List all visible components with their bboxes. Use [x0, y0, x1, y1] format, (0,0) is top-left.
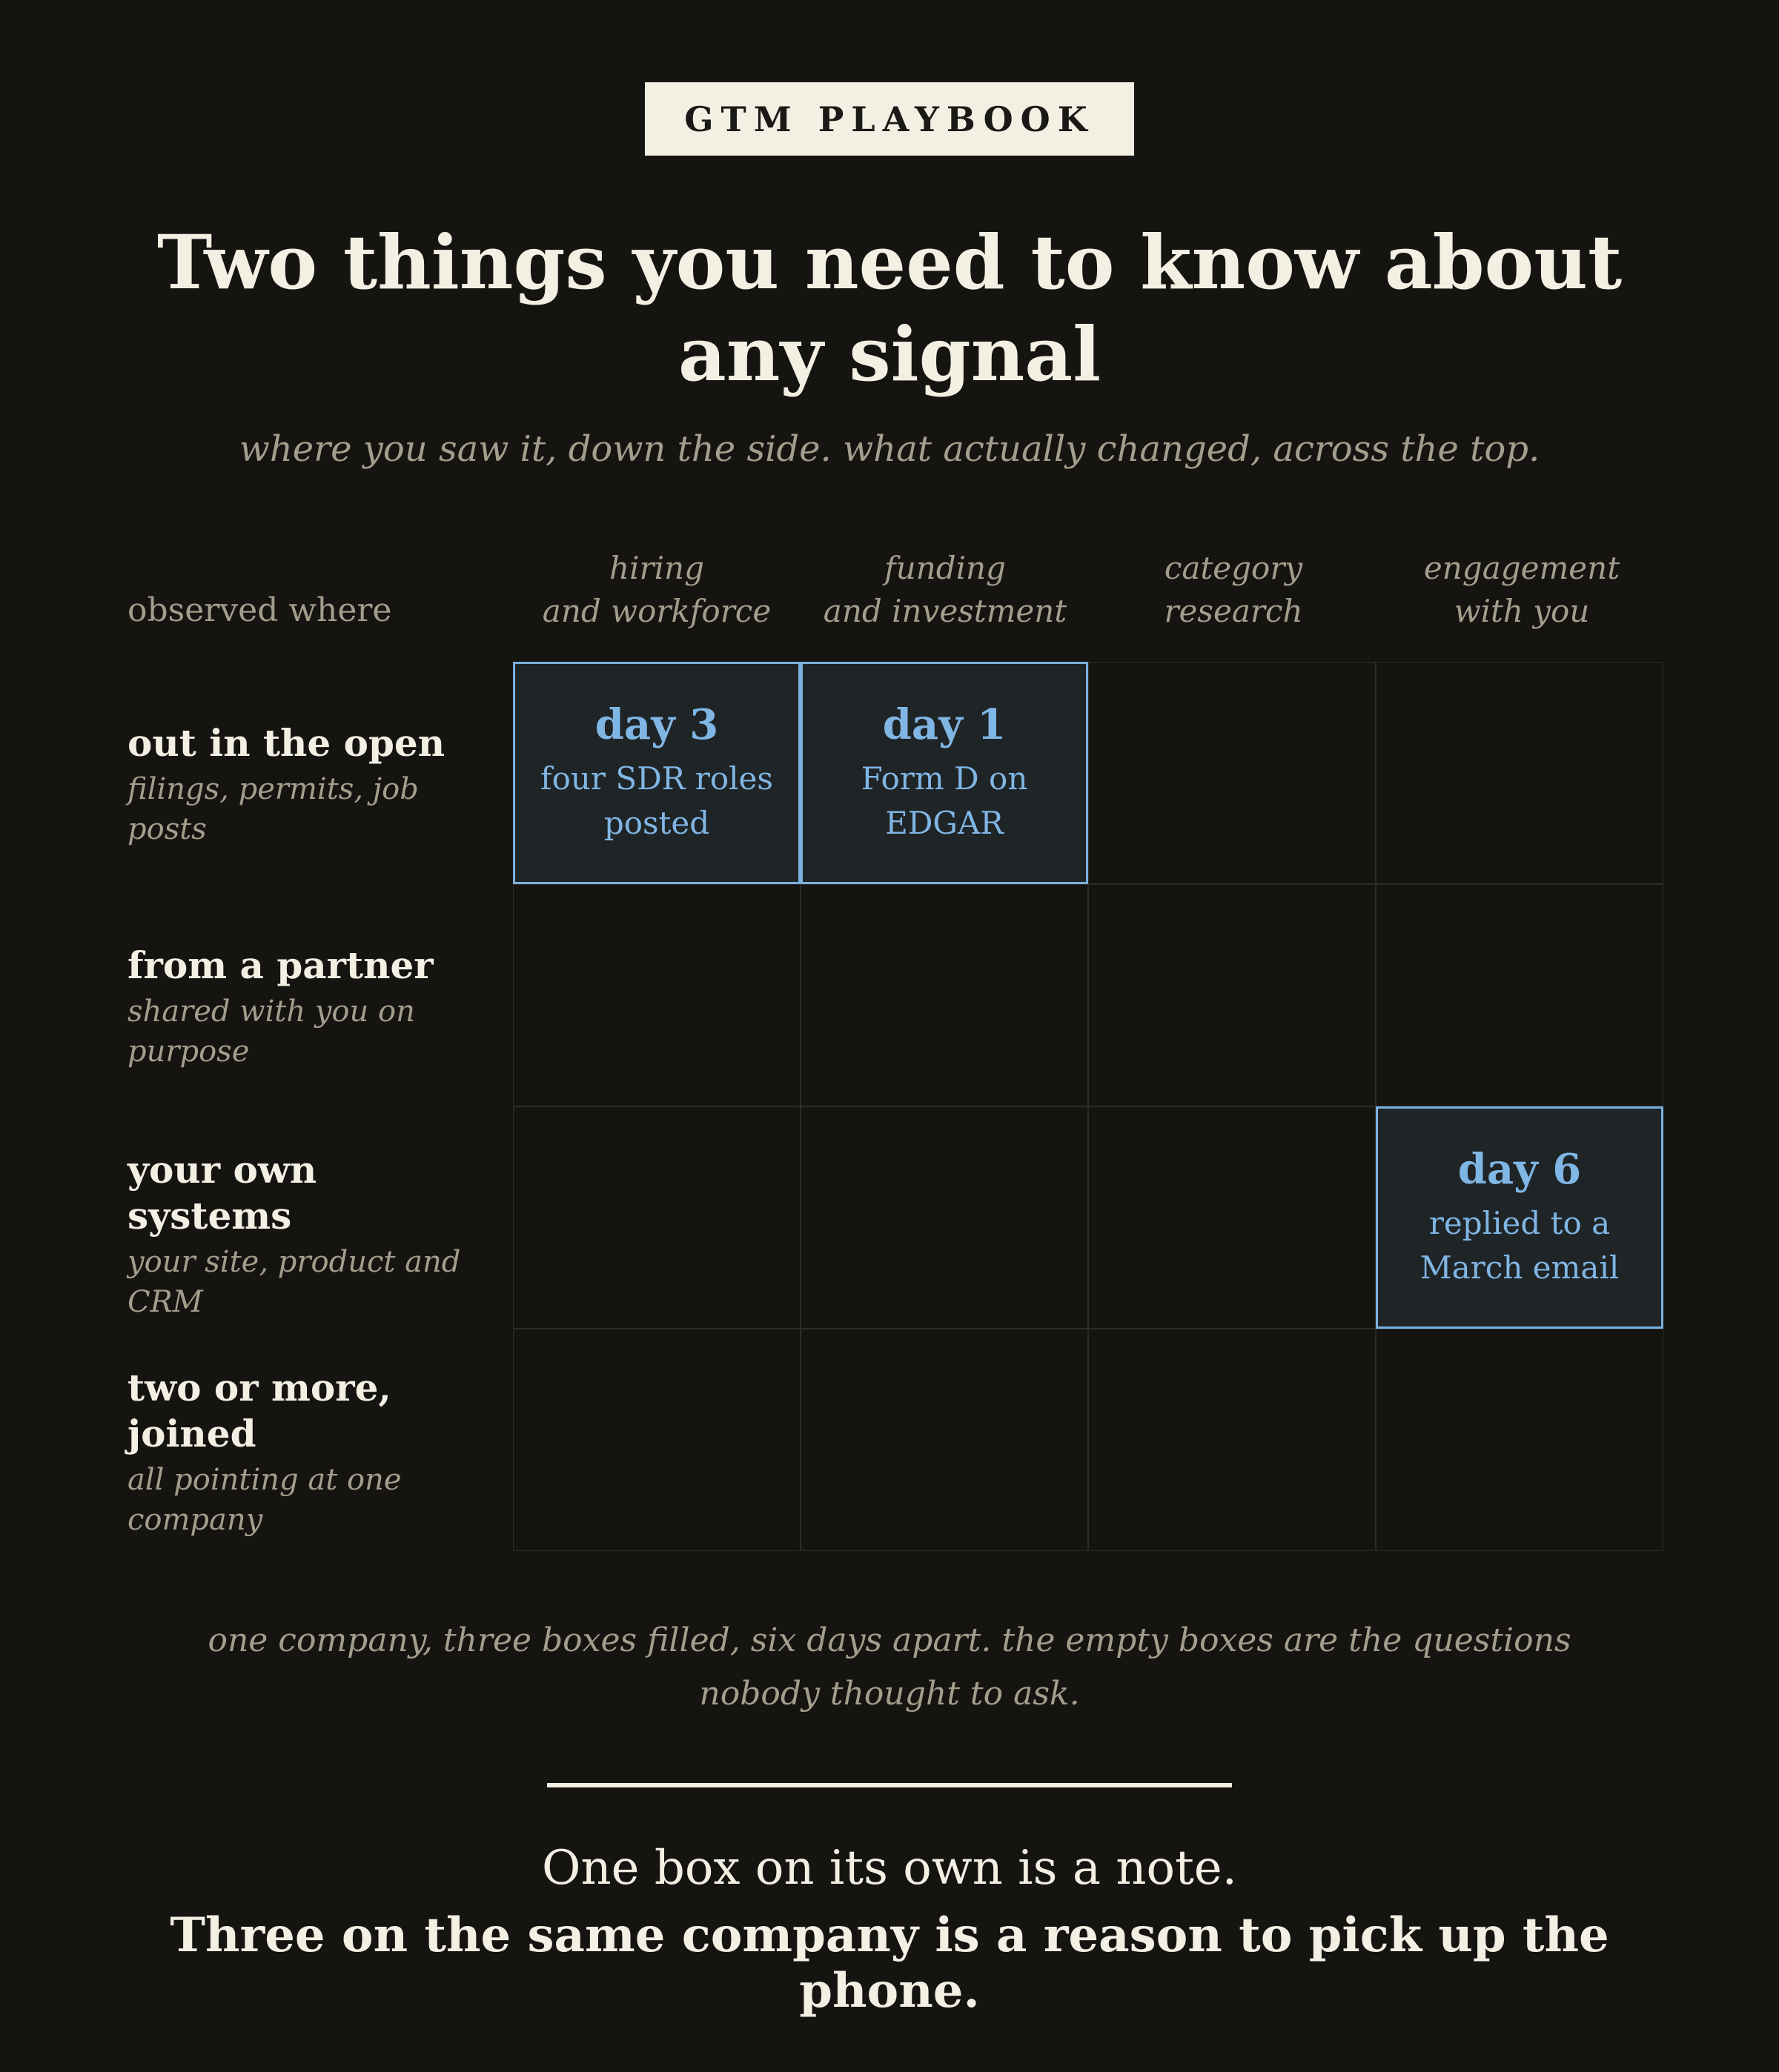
- row-title: from a partner: [127, 943, 434, 987]
- column-header-hiring: [513, 547, 801, 633]
- row-header-partner: [127, 943, 498, 1072]
- column-header-line: funding: [884, 550, 1006, 586]
- grid-cell-empty: [1088, 1106, 1376, 1329]
- closing-line-1: One box on its own is a note.: [541, 1841, 1238, 1896]
- headline: Two things you need to know about any signal: [156, 219, 1623, 398]
- grid-cell-empty: [1088, 884, 1376, 1106]
- row-header-joined: [127, 1365, 498, 1540]
- row-header-open: [127, 720, 498, 849]
- column-header-funding: [801, 547, 1089, 633]
- row-subtitle: shared with you on purpose: [127, 995, 415, 1069]
- cell-day: day 6: [1457, 1145, 1582, 1194]
- grid-cell-empty: [1088, 662, 1376, 884]
- grid-cell-empty: [801, 884, 1088, 1106]
- column-header-engagement: [1378, 547, 1666, 633]
- footnote: one company, three boxes filled, six days apart. the empty boxes are the questions nobody thought to ask.: [208, 1621, 1571, 1713]
- corner-label: observed where: [127, 591, 392, 629]
- cell-day: day 3: [594, 700, 719, 749]
- closing-line-2: Three on the same company is a reason to pick up the phone.: [170, 1907, 1609, 2019]
- grid-cell-empty: [1376, 884, 1663, 1106]
- column-header-line: and investment: [823, 593, 1067, 629]
- grid-cell-filled: [801, 662, 1088, 884]
- row-title: two or more, joined: [127, 1366, 391, 1455]
- cell-text: four SDR roles posted: [540, 760, 773, 841]
- cell-day: day 1: [882, 700, 1007, 749]
- divider-rule: [547, 1783, 1232, 1787]
- signal-grid: [513, 662, 1666, 1551]
- grid-cell-empty: [1088, 1329, 1376, 1551]
- column-header-line: and workforce: [542, 593, 772, 629]
- row-title: your own systems: [127, 1148, 317, 1238]
- grid-cell-empty: [801, 1106, 1088, 1329]
- row-subtitle: filings, permits, job posts: [127, 772, 419, 846]
- column-header-line: category: [1164, 550, 1303, 586]
- cell-text: Form D on EDGAR: [861, 760, 1028, 841]
- grid-cell-empty: [1376, 662, 1663, 884]
- grid-cell-empty: [801, 1329, 1088, 1551]
- row-title: out in the open: [127, 721, 445, 765]
- column-header-line: engagement: [1423, 550, 1620, 586]
- column-header-line: hiring: [609, 550, 704, 586]
- column-header-category: [1090, 547, 1377, 633]
- grid-cell-empty: [513, 1106, 801, 1329]
- row-header-own-systems: [127, 1147, 468, 1322]
- column-header-line: with you: [1454, 593, 1590, 629]
- grid-cell-empty: [513, 1329, 801, 1551]
- grid-cell-filled: [513, 662, 801, 884]
- grid-cell-empty: [1376, 1329, 1663, 1551]
- row-subtitle: your site, product and CRM: [127, 1245, 461, 1319]
- playbook-tag: GTM PLAYBOOK: [645, 82, 1134, 156]
- column-header-line: research: [1164, 593, 1303, 629]
- grid-cell-empty: [513, 884, 801, 1106]
- subhead: where you saw it, down the side. what actually changed, across the top.: [239, 428, 1540, 470]
- cell-text: replied to a March email: [1419, 1205, 1620, 1286]
- grid-cell-filled: [1376, 1106, 1663, 1329]
- row-subtitle: all pointing at one company: [127, 1463, 402, 1537]
